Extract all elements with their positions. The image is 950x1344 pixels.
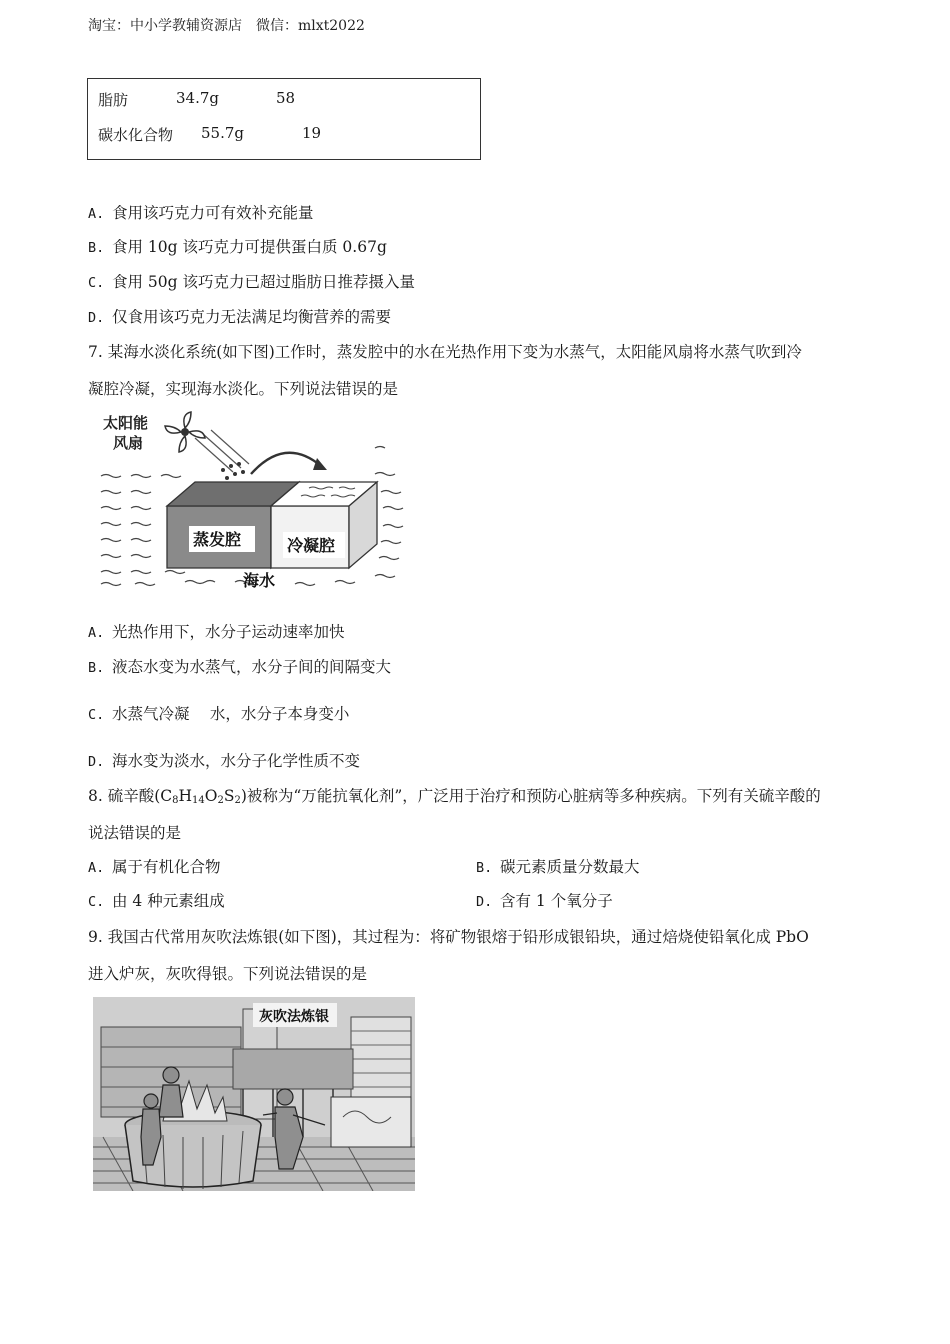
beam-structure <box>233 1049 353 1089</box>
option-letter: B. <box>88 660 105 676</box>
option-text: 食用 50g 该巧克力已超过脂肪日推荐摄入量 <box>112 273 416 291</box>
option-letter: C. <box>88 275 105 291</box>
option-text: 海水变为淡水，水分子化学性质不变 <box>112 752 361 770</box>
q9-stem-line1: 9. 我国古代常用灰吹法炼银(如下图)，其过程为：将矿物银熔于铅形成银铅块，通过焙烧使铅氧化成 PbO <box>88 928 809 946</box>
silver-smelting-figure <box>93 997 415 1191</box>
nutrient-name: 碳水化合物 <box>98 126 174 144</box>
page-header: 淘宝：中小学教辅资源店 微信：mlxt2022 <box>88 18 365 34</box>
option-text: 由 4 种元素组成 <box>112 892 225 910</box>
formula-element: H <box>178 787 193 805</box>
nutrient-nrv: 58 <box>276 89 296 107</box>
formula-sub: 14 <box>192 795 205 806</box>
nutrient-amount: 34.7g <box>176 89 220 107</box>
fan-icon <box>165 412 205 452</box>
option-text: 仅食用该巧克力无法满足均衡营养的需要 <box>112 308 392 326</box>
q7-stem-line2: 凝腔冷凝，实现海水淡化。下列说法错误的是 <box>88 380 399 398</box>
formula-element: S <box>223 787 235 805</box>
q6-option-d <box>88 305 391 327</box>
q7-option-b <box>88 655 391 677</box>
figure-title: 灰吹法炼银 <box>259 1009 329 1025</box>
option-letter: A. <box>88 206 105 222</box>
fan-label-2: 风扇 <box>113 434 144 452</box>
option-text: 液态水变为水蒸气，水分子间的间隔变大 <box>112 658 392 676</box>
option-letter: A. <box>88 860 105 876</box>
option-letter: D. <box>88 310 105 326</box>
light-rays <box>195 430 249 472</box>
q8-prefix: 8. 硫辛酸(C <box>88 787 173 805</box>
arrow-head <box>313 458 327 470</box>
option-letter: D. <box>88 754 105 770</box>
option-letter: C. <box>88 894 105 910</box>
q8-option-c <box>88 889 225 911</box>
option-text: 光热作用下，水分子运动速率加快 <box>112 623 345 641</box>
evaporation-chamber-label: 蒸发腔 <box>193 530 242 549</box>
desalination-figure <box>95 408 420 590</box>
q7-option-a <box>88 620 345 642</box>
option-letter: A. <box>88 625 105 641</box>
stone-basin <box>331 1097 411 1147</box>
fan-label-1: 太阳能 <box>103 414 149 432</box>
airflow-arrow <box>251 453 321 474</box>
q6-option-b <box>88 235 387 257</box>
q6-option-a <box>88 201 314 223</box>
formula-sub: 2 <box>217 795 224 806</box>
q8-suffix: )被称为“万能抗氧化剂”，广泛用于治疗和预防心脏病等多种疾病。下列有关硫辛酸的 <box>240 787 821 805</box>
q9-stem-line2: 进入炉灰，灰吹得银。下列说法错误的是 <box>88 965 368 983</box>
q8-option-a <box>88 855 221 877</box>
option-text: 属于有机化合物 <box>112 858 221 876</box>
q8-option-d <box>476 889 613 911</box>
q6-option-c <box>88 270 415 292</box>
q7-option-d <box>88 749 360 771</box>
nutrient-nrv: 19 <box>302 124 322 142</box>
nutrient-amount: 55.7g <box>201 124 245 142</box>
nutrient-name: 脂肪 <box>98 91 129 109</box>
formula-sub: 2 <box>234 795 241 806</box>
option-text: 食用该巧克力可有效补充能量 <box>112 204 314 222</box>
option-letter: D. <box>476 894 493 910</box>
formula-element: O <box>204 787 218 805</box>
option-letter: B. <box>476 860 493 876</box>
formula-sub: 8 <box>172 795 179 806</box>
q7-option-c <box>88 702 349 724</box>
option-text: 水蒸气冷凝 水，水分子本身变小 <box>112 705 350 723</box>
seawater-label: 海水 <box>243 571 276 590</box>
option-letter: C. <box>88 707 105 723</box>
option-text: 碳元素质量分数最大 <box>500 858 640 876</box>
q7-stem-line1: 7. 某海水淡化系统(如下图)工作时，蒸发腔中的水在光热作用下变为水蒸气，太阳能风扇将水蒸气吹到冷 <box>88 343 802 361</box>
nutrition-table <box>87 78 481 160</box>
q8-stem-line2: 说法错误的是 <box>88 824 182 842</box>
option-letter: B. <box>88 240 105 256</box>
q8-option-b <box>476 855 640 877</box>
q8-stem-line1 <box>88 784 821 806</box>
condensation-chamber-label: 冷凝腔 <box>287 536 336 555</box>
option-text: 含有 1 个氧分子 <box>500 892 613 910</box>
option-text: 食用 10g 该巧克力可提供蛋白质 0.67g <box>112 238 387 256</box>
